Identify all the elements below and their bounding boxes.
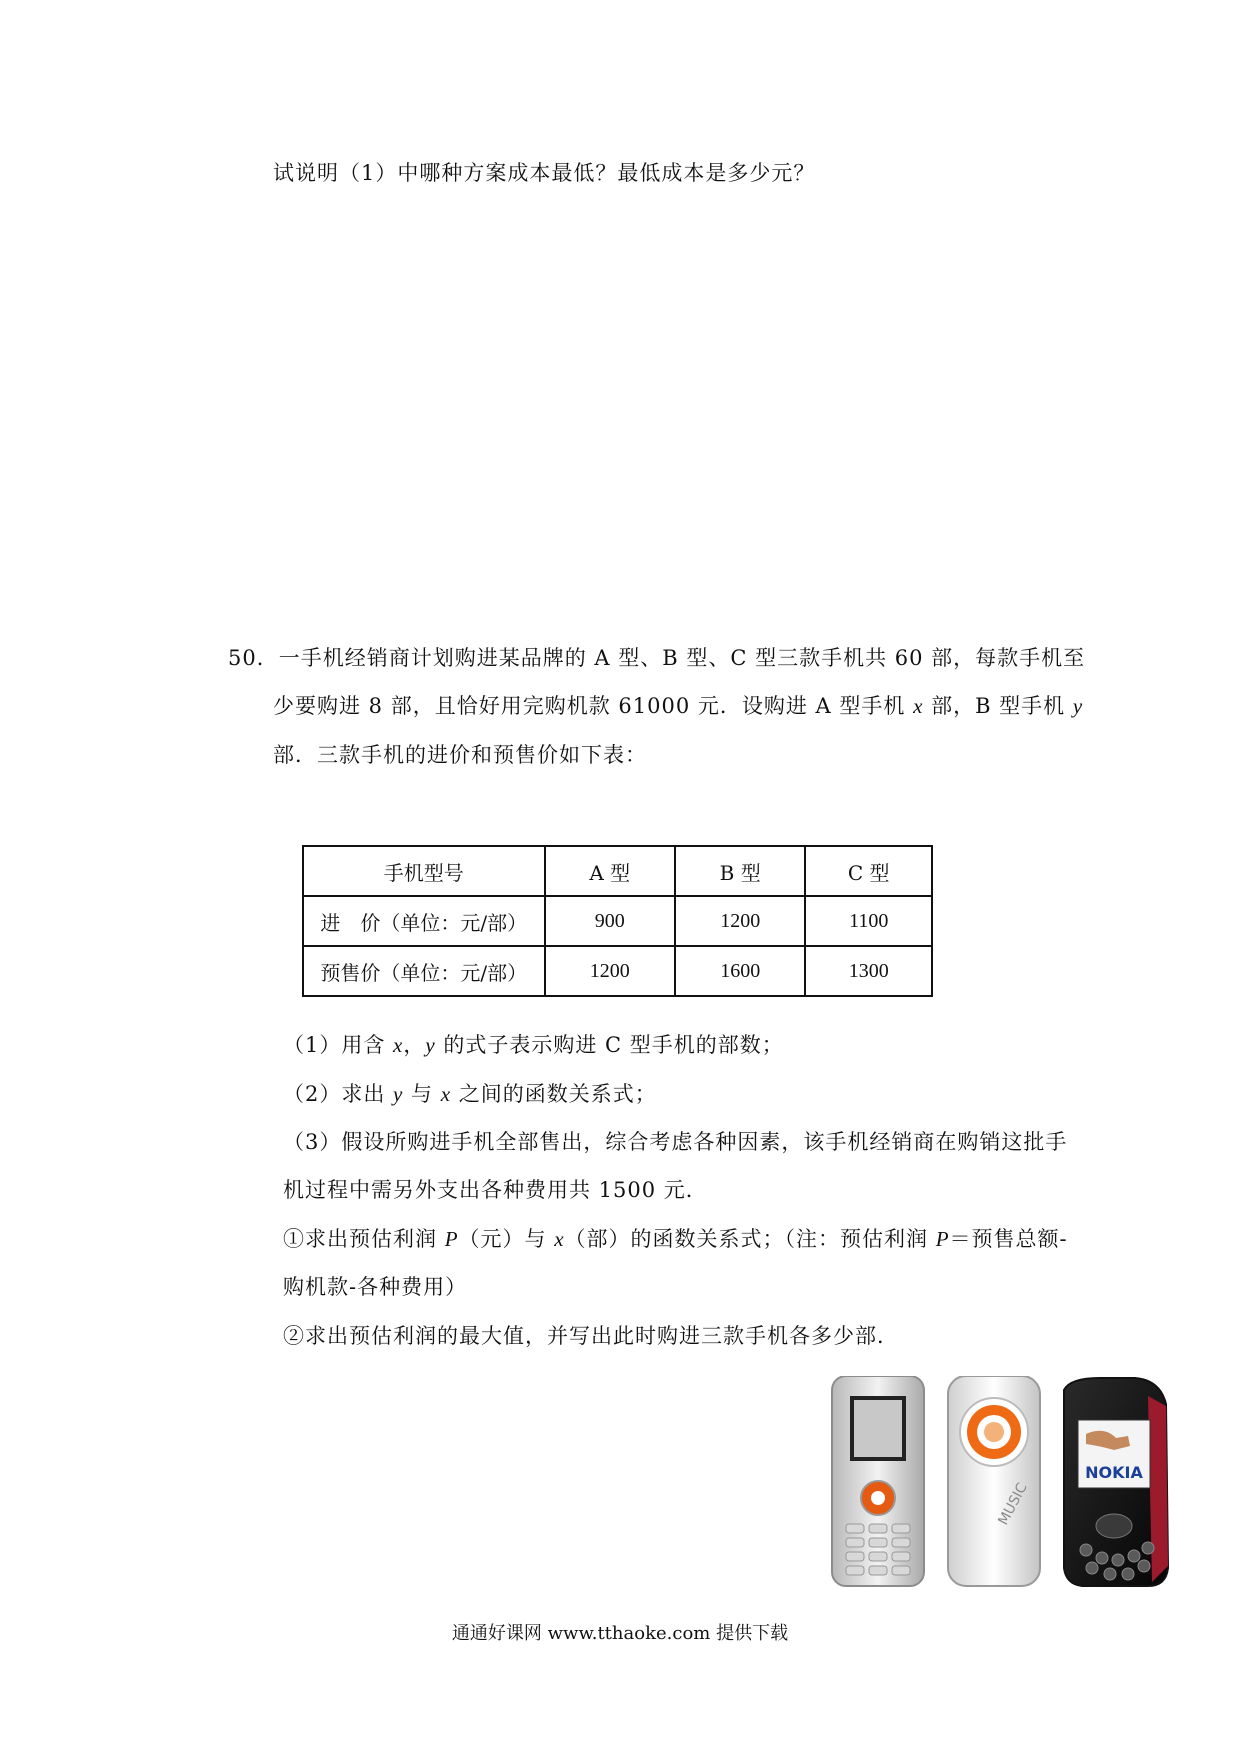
sub-question-3-line-2: 机过程中需另外支出各种费用共 1500 元． [283, 1178, 708, 1202]
table-cell: 预售价（单位：元/部） [303, 946, 545, 996]
phone-b-image [948, 1376, 1040, 1586]
table-cell: 1300 [805, 946, 932, 996]
table-header-cell: A 型 [545, 846, 675, 896]
table-header-cell: 手机型号 [303, 846, 545, 896]
previous-prompt: 试说明（1）中哪种方案成本最低？最低成本是多少元？ [273, 161, 816, 185]
question-line-1 [228, 643, 1085, 673]
text: ①求出预估利润 [283, 1227, 445, 1251]
text: 部，B 型手机 [923, 694, 1073, 718]
sub-question-3a-line-2: 购机款-各种费用） [283, 1275, 468, 1299]
text: （部）的函数关系式；（注：预估利润 [564, 1227, 936, 1251]
text: 少要购进 8 部，且恰好用完购机款 61000 元．设购进 A 型手机 [273, 694, 914, 718]
var-y: y [393, 1082, 404, 1106]
text: （2）求出 [283, 1082, 394, 1106]
phone-c-image [1064, 1378, 1168, 1586]
table-row [303, 946, 932, 996]
var-x: x [913, 694, 924, 718]
var-y: y [425, 1033, 436, 1057]
table-cell: 1200 [675, 896, 805, 946]
question-text: 一手机经销商计划购进某品牌的 A 型、B 型、C 型三款手机共 60 部，每款手机至 [278, 646, 1086, 670]
sub-question-3-line-1: （3）假设所购进手机全部售出，综合考虑各种因素，该手机经销商在购销这批手 [283, 1130, 1068, 1154]
table-cell: 进 价（单位：元/部） [303, 896, 545, 946]
table-row [303, 896, 932, 946]
var-x: x [554, 1227, 565, 1251]
text: （1）用含 [283, 1033, 394, 1057]
table-cell: 1100 [805, 896, 932, 946]
footer-text: 通通好课网 www.tthaoke.com 提供下载 [451, 1623, 789, 1644]
sub-question-2 [283, 1079, 657, 1109]
nokia-logo: NOKIA [1085, 1463, 1143, 1482]
table-cell: 1200 [545, 946, 675, 996]
sub-question-1 [283, 1030, 784, 1060]
question-line-2 [273, 691, 1083, 721]
table-header-cell: B 型 [675, 846, 805, 896]
sub-question-3b: ②求出预估利润的最大值，并写出此时购进三款手机各多少部． [283, 1324, 899, 1348]
phones-illustration [830, 1376, 1180, 1596]
question-line-3: 部．三款手机的进价和预售价如下表： [273, 743, 647, 767]
question-number: 50． [228, 646, 279, 670]
table-cell: 900 [545, 896, 675, 946]
price-table [302, 845, 933, 997]
var-P: P [444, 1227, 459, 1251]
text: ， [403, 1033, 426, 1057]
table-cell: 1600 [675, 946, 805, 996]
music-label: MUSIC [995, 1480, 1031, 1528]
text: ＝预售总额- [949, 1227, 1068, 1251]
table-header-cell: C 型 [805, 846, 932, 896]
var-y: y [1072, 694, 1084, 718]
text: 与 [403, 1082, 441, 1106]
text: 之间的函数关系式； [451, 1082, 657, 1106]
sub-question-3a-line-1 [283, 1224, 1068, 1254]
var-x: x [440, 1082, 452, 1106]
table-header-row [303, 846, 932, 896]
text: （元）与 [458, 1227, 555, 1251]
text: 的式子表示购进 C 型手机的部数； [435, 1033, 784, 1057]
var-x: x [393, 1033, 404, 1057]
var-P: P [935, 1227, 950, 1251]
phone-a-image [832, 1376, 924, 1586]
